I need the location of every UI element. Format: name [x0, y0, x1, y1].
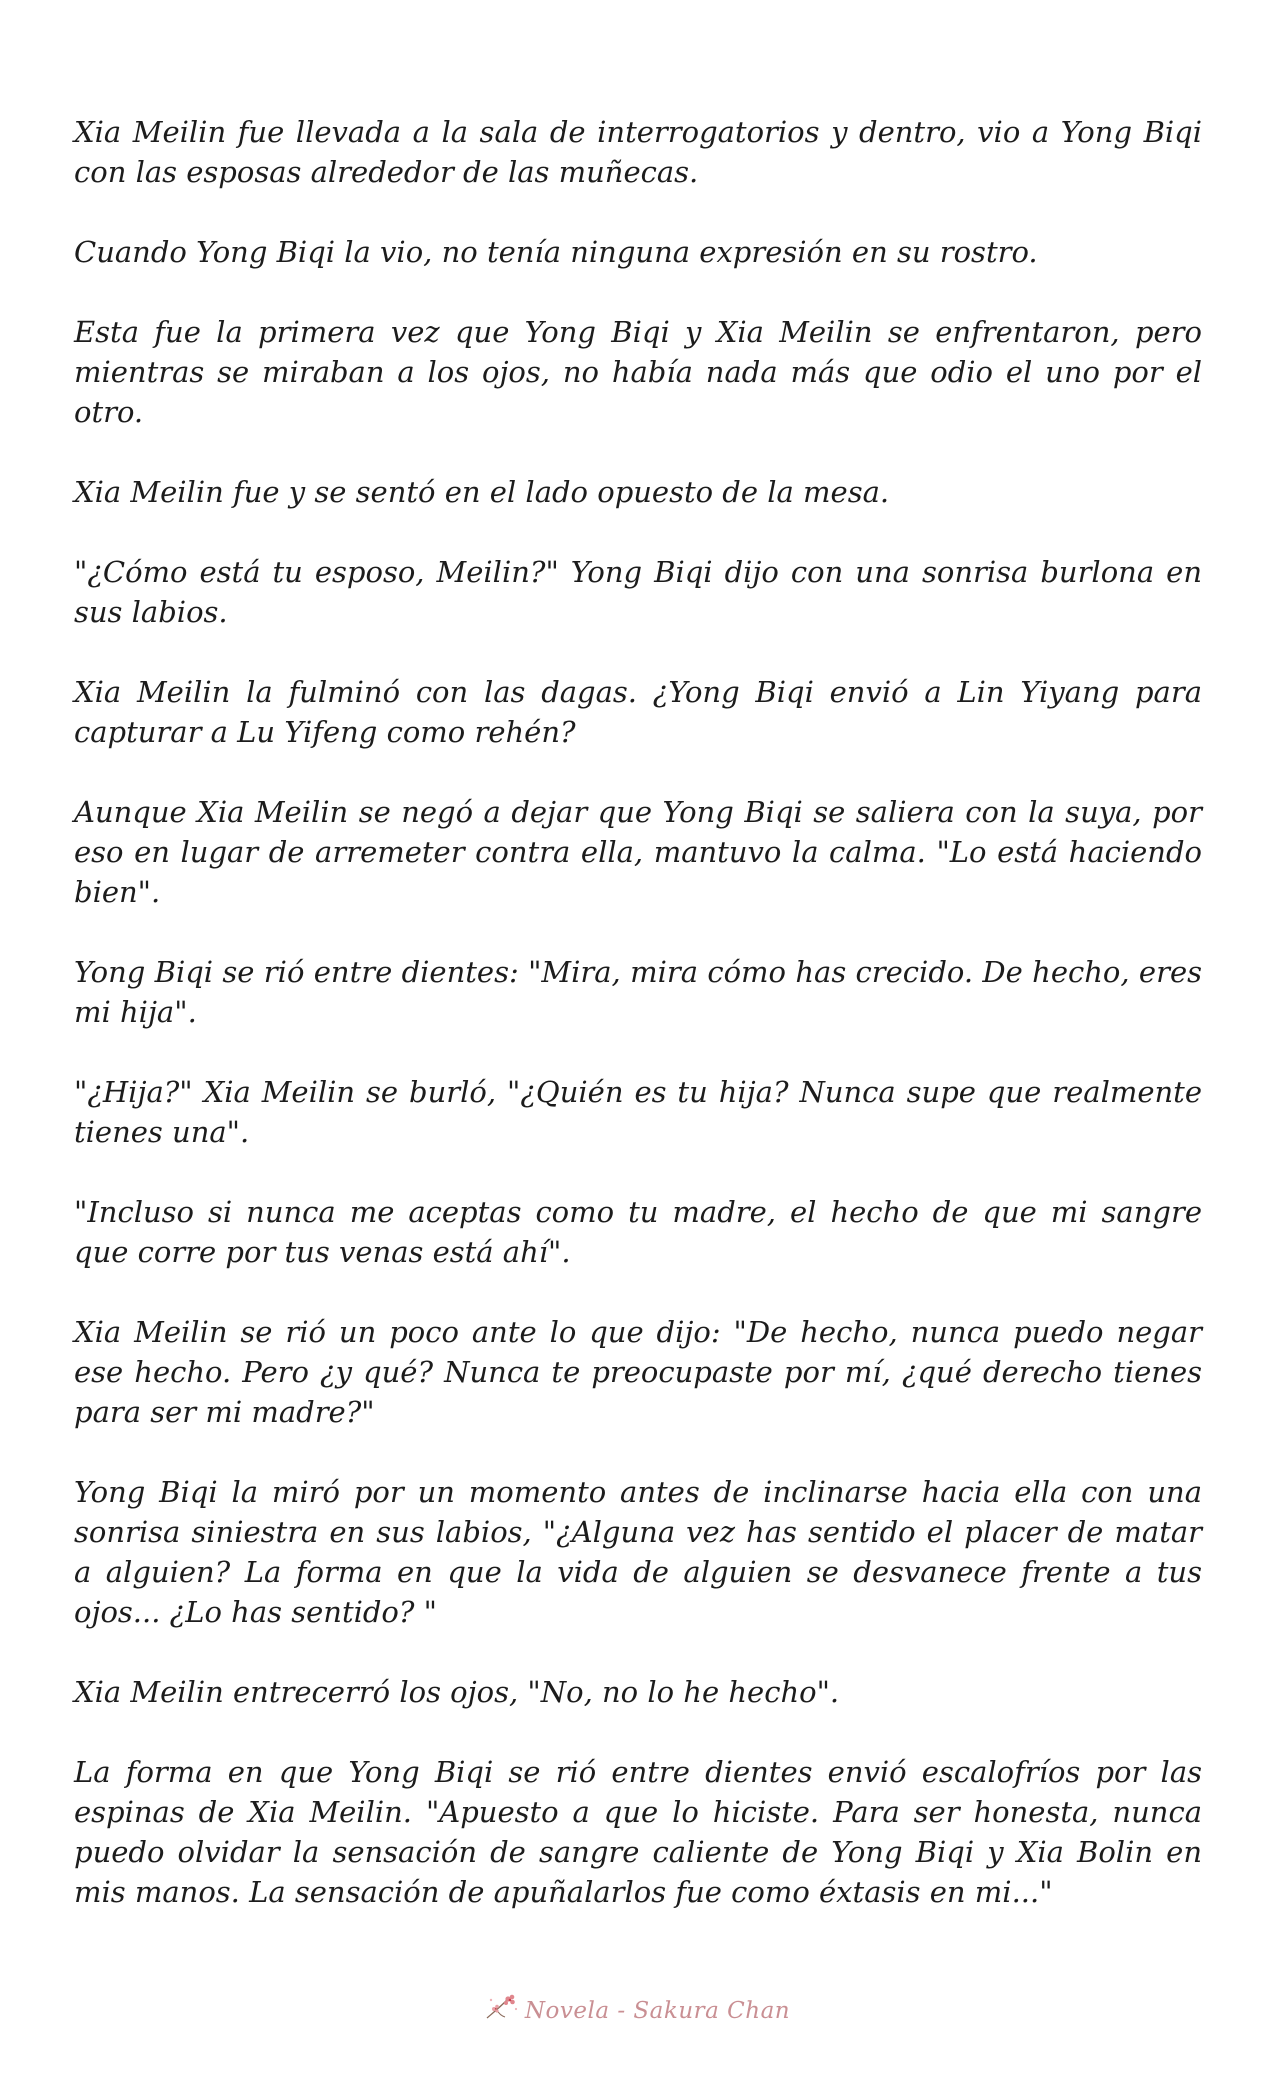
- paragraph-5: "¿Cómo está tu esposo, Meilin?" Yong Biqi dijo con una sonrisa burlona en sus labios.: [74, 555, 1202, 629]
- paragraph-1: Xia Meilin fue llevada a la sala de interrogatorios y dentro, vio a Yong Biqi con las esposas alrededor de las muñecas.: [74, 115, 1202, 189]
- paragraph-3: Esta fue la primera vez que Yong Biqi y Xia Meilin se enfrentaron, pero mientras se miraban a los ojos, no había nada más que odio el uno por el otro.: [74, 315, 1202, 429]
- paragraph-14: La forma en que Yong Biqi se rió entre dientes envió escalofríos por las espinas de Xia Meilin. "Apuesto a que lo hiciste. Para ser honesta, nunca puedo olvidar la sensación de sangre caliente de Yong Biqi y Xia Bolin en mis manos. La sensación de apuñalarlos fue como éxtasis en mi...": [74, 1755, 1202, 1909]
- paragraph-2: Cuando Yong Biqi la vio, no tenía ninguna expresión en su rostro.: [74, 235, 1038, 269]
- paragraph-11: Xia Meilin se rió un poco ante lo que dijo: "De hecho, nunca puedo negar ese hecho. Pero ¿y qué? Nunca te preocupaste por mí, ¿qué derecho tienes para ser mi madre?": [74, 1315, 1202, 1429]
- footer-credit-text: Novela - Sakura Chan: [524, 1998, 791, 2024]
- paragraph-4: Xia Meilin fue y se sentó en el lado opuesto de la mesa.: [74, 475, 890, 509]
- cherry-blossom-icon: [485, 1992, 519, 2022]
- paragraph-8: Yong Biqi se rió entre dientes: "Mira, mira cómo has crecido. De hecho, eres mi hija".: [74, 955, 1202, 1029]
- footer-credit-group: [485, 1996, 790, 2026]
- paragraph-7: Aunque Xia Meilin se negó a dejar que Yong Biqi se saliera con la suya, por eso en lugar de arremeter contra ella, mantuvo la calma. "Lo está haciendo bien".: [74, 795, 1202, 909]
- paragraph-10: "Incluso si nunca me aceptas como tu madre, el hecho de que mi sangre que corre por tus venas está ahí".: [74, 1195, 1202, 1269]
- paragraph-13: Xia Meilin entrecerró los ojos, "No, no lo he hecho".: [74, 1675, 840, 1709]
- story-text: [74, 112, 1202, 1952]
- footer-watermark: [0, 1996, 1275, 2031]
- paragraph-12: Yong Biqi la miró por un momento antes de inclinarse hacia ella con una sonrisa siniestra en sus labios, "¿Alguna vez has sentido el placer de matar a alguien? La forma en que la vida de alguien se desvanece frente a tus ojos... ¿Lo has sentido? ": [74, 1475, 1202, 1629]
- paragraph-9: "¿Hija?" Xia Meilin se burló, "¿Quién es tu hija? Nunca supe que realmente tienes una".: [74, 1075, 1202, 1149]
- paragraph-6: Xia Meilin la fulminó con las dagas. ¿Yong Biqi envió a Lin Yiyang para capturar a Lu Yifeng como rehén?: [74, 675, 1202, 749]
